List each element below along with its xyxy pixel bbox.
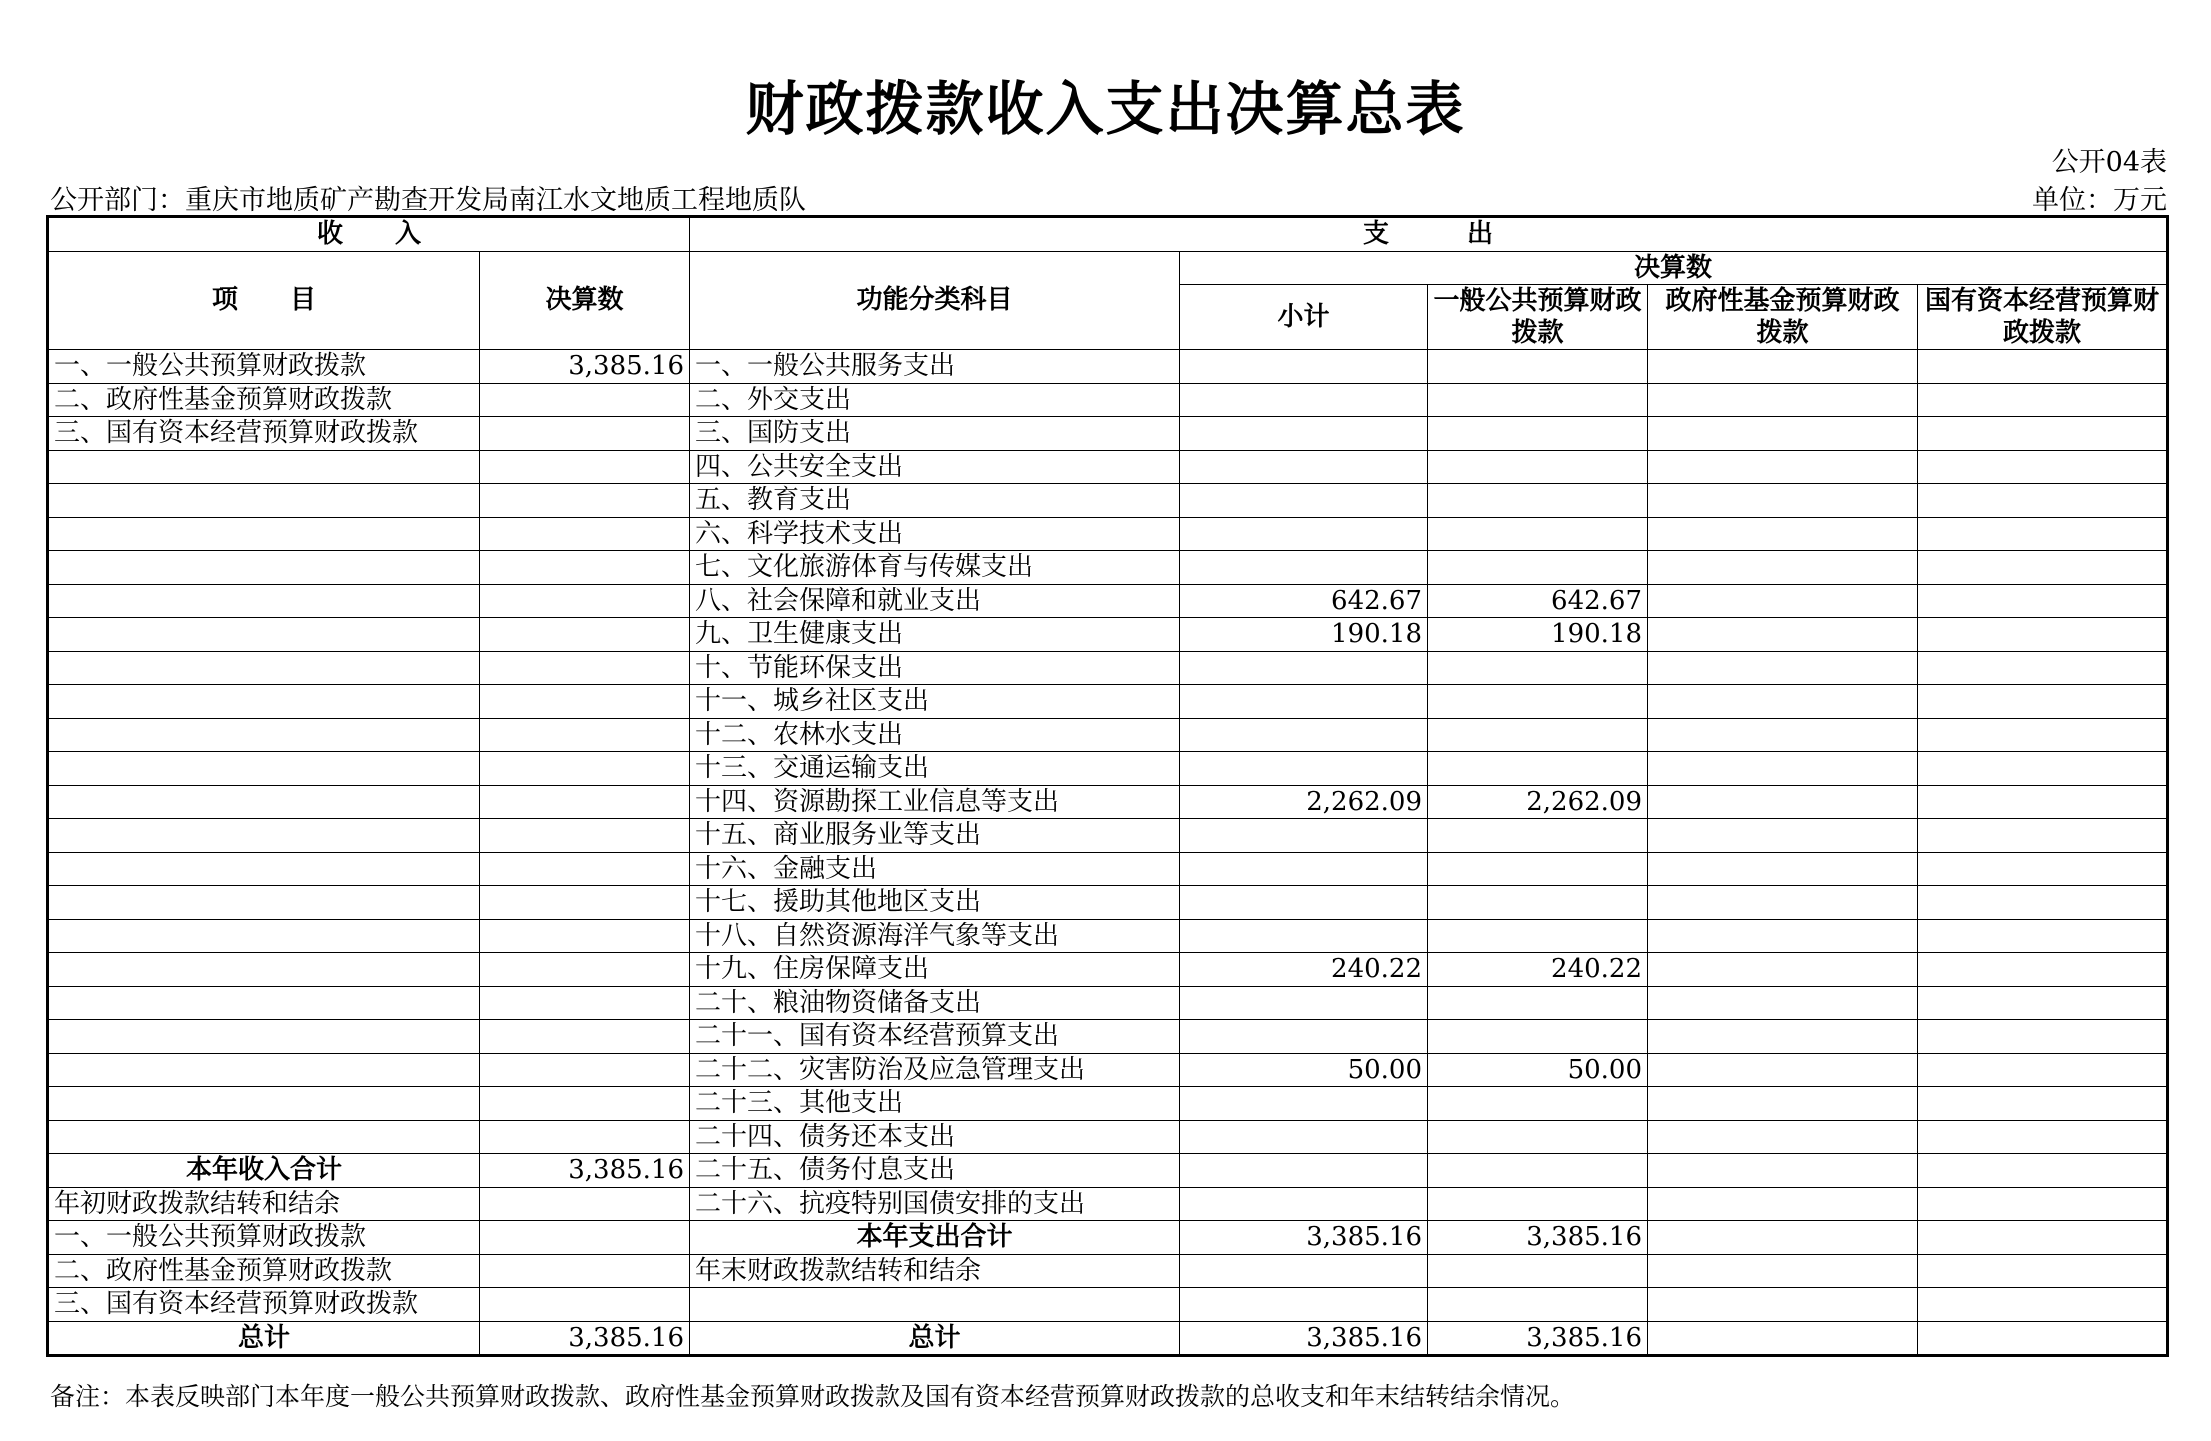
gov-fund-cell (1648, 1120, 1918, 1154)
income-amount (480, 1288, 690, 1322)
state-capital-cell (1918, 1221, 2168, 1255)
state-capital-cell (1918, 1187, 2168, 1221)
income-item (48, 1053, 480, 1087)
subtotal-cell (1180, 517, 1428, 551)
state-capital-cell (1918, 551, 2168, 585)
general-budget-cell (1428, 484, 1648, 518)
gov-fund-cell (1648, 986, 1918, 1020)
income-amount (480, 1087, 690, 1121)
subtotal-cell: 240.22 (1180, 953, 1428, 987)
subtotal-cell: 642.67 (1180, 584, 1428, 618)
subtotal-cell (1180, 986, 1428, 1020)
income-amount (480, 584, 690, 618)
income-item (48, 551, 480, 585)
general-budget-cell: 3,385.16 (1428, 1221, 1648, 1255)
subtotal-cell (1180, 1154, 1428, 1188)
income-item: 总计 (48, 1321, 480, 1356)
expense-header: 支 出 (690, 217, 2168, 252)
income-amount (480, 417, 690, 451)
income-item (48, 752, 480, 786)
income-item: 三、国有资本经营预算财政拨款 (48, 1288, 480, 1322)
general-budget-cell (1428, 1020, 1648, 1054)
income-amount: 3,385.16 (480, 350, 690, 384)
general-budget-cell: 50.00 (1428, 1053, 1648, 1087)
income-item (48, 785, 480, 819)
state-capital-cell (1918, 350, 2168, 384)
subtotal-cell (1180, 752, 1428, 786)
subtotal-cell (1180, 852, 1428, 886)
expense-item: 十四、资源勘探工业信息等支出 (690, 785, 1180, 819)
income-item (48, 1020, 480, 1054)
amount-header: 决算数 (480, 251, 690, 350)
gov-fund-cell (1648, 886, 1918, 920)
unit-label: 单位：万元 (2032, 185, 2167, 216)
income-item (48, 986, 480, 1020)
state-capital-cell (1918, 785, 2168, 819)
gov-fund-cell (1648, 1221, 1918, 1255)
table-row (48, 1187, 2168, 1221)
general-budget-cell (1428, 517, 1648, 551)
item-header: 项 目 (48, 251, 480, 350)
income-item: 本年收入合计 (48, 1154, 480, 1188)
form-number: 公开04表 (2051, 147, 2167, 178)
income-item: 三、国有资本经营预算财政拨款 (48, 417, 480, 451)
income-item (48, 484, 480, 518)
subtotal-cell (1180, 417, 1428, 451)
gov-fund-cell (1648, 1020, 1918, 1054)
state-capital-cell (1918, 450, 2168, 484)
income-item (48, 953, 480, 987)
expense-item: 四、公共安全支出 (690, 450, 1180, 484)
expense-item: 本年支出合计 (690, 1221, 1180, 1255)
general-budget-cell: 190.18 (1428, 618, 1648, 652)
table-row (48, 1053, 2168, 1087)
income-amount (480, 752, 690, 786)
gov-fund-header: 政府性基金预算财政拨款 (1648, 285, 1918, 350)
general-budget-cell (1428, 1187, 1648, 1221)
expense-item: 十六、金融支出 (690, 852, 1180, 886)
gov-fund-cell (1648, 819, 1918, 853)
gov-fund-cell (1648, 450, 1918, 484)
subtotal-cell: 3,385.16 (1180, 1321, 1428, 1356)
state-capital-cell (1918, 1053, 2168, 1087)
income-item (48, 819, 480, 853)
subtotal-cell: 2,262.09 (1180, 785, 1428, 819)
general-budget-cell: 2,262.09 (1428, 785, 1648, 819)
expense-item: 十、节能环保支出 (690, 651, 1180, 685)
expense-item: 十五、商业服务业等支出 (690, 819, 1180, 853)
subtotal-cell (1180, 685, 1428, 719)
subtotal-cell (1180, 350, 1428, 384)
expense-item: 二十三、其他支出 (690, 1087, 1180, 1121)
subtotal-cell (1180, 551, 1428, 585)
gov-fund-cell (1648, 953, 1918, 987)
income-item: 二、政府性基金预算财政拨款 (48, 383, 480, 417)
income-amount (480, 383, 690, 417)
subtotal-cell (1180, 1087, 1428, 1121)
gov-fund-cell (1648, 1321, 1918, 1356)
general-budget-cell (1428, 450, 1648, 484)
state-capital-cell (1918, 484, 2168, 518)
subtotal-cell (1180, 651, 1428, 685)
gov-fund-cell (1648, 383, 1918, 417)
gov-fund-cell (1648, 584, 1918, 618)
general-budget-cell (1428, 886, 1648, 920)
subtotal-cell (1180, 1288, 1428, 1322)
state-capital-cell (1918, 819, 2168, 853)
state-capital-cell (1918, 718, 2168, 752)
state-capital-cell (1918, 752, 2168, 786)
table-row (48, 819, 2168, 853)
gov-fund-cell (1648, 718, 1918, 752)
income-item: 一、一般公共预算财政拨款 (48, 1221, 480, 1255)
income-amount (480, 953, 690, 987)
table-row (48, 1221, 2168, 1255)
income-item (48, 919, 480, 953)
state-capital-cell (1918, 1120, 2168, 1154)
income-amount (480, 986, 690, 1020)
table-row (48, 584, 2168, 618)
general-budget-cell (1428, 1288, 1648, 1322)
general-budget-cell (1428, 718, 1648, 752)
table-row (48, 685, 2168, 719)
state-capital-cell (1918, 953, 2168, 987)
gov-fund-cell (1648, 517, 1918, 551)
expense-item: 一、一般公共服务支出 (690, 350, 1180, 384)
budget-table (46, 215, 2169, 1357)
gov-fund-cell (1648, 551, 1918, 585)
subtotal-header: 小计 (1180, 285, 1428, 350)
subtotal-cell (1180, 1187, 1428, 1221)
state-capital-cell (1918, 1321, 2168, 1356)
general-budget-cell: 3,385.16 (1428, 1321, 1648, 1356)
general-budget-header: 一般公共预算财政拨款 (1428, 285, 1648, 350)
income-item (48, 651, 480, 685)
table-row (48, 1154, 2168, 1188)
income-item (48, 1087, 480, 1121)
state-capital-cell (1918, 1154, 2168, 1188)
table-row (48, 517, 2168, 551)
income-item: 二、政府性基金预算财政拨款 (48, 1254, 480, 1288)
state-capital-cell (1918, 919, 2168, 953)
table-row (48, 1020, 2168, 1054)
general-budget-cell (1428, 350, 1648, 384)
gov-fund-cell (1648, 484, 1918, 518)
income-amount: 3,385.16 (480, 1321, 690, 1356)
expense-item: 二、外交支出 (690, 383, 1180, 417)
state-capital-cell (1918, 383, 2168, 417)
state-capital-cell (1918, 1254, 2168, 1288)
general-budget-cell (1428, 383, 1648, 417)
expense-item: 二十六、抗疫特别国债安排的支出 (690, 1187, 1180, 1221)
state-capital-cell (1918, 651, 2168, 685)
expense-item: 年末财政拨款结转和结余 (690, 1254, 1180, 1288)
income-item (48, 1120, 480, 1154)
general-budget-cell (1428, 1087, 1648, 1121)
subtotal-cell (1180, 919, 1428, 953)
general-budget-cell (1428, 919, 1648, 953)
subtotal-cell: 50.00 (1180, 1053, 1428, 1087)
expense-item: 八、社会保障和就业支出 (690, 584, 1180, 618)
subtotal-cell (1180, 718, 1428, 752)
income-amount (480, 919, 690, 953)
gov-fund-cell (1648, 651, 1918, 685)
expense-item: 十九、住房保障支出 (690, 953, 1180, 987)
income-amount (480, 1120, 690, 1154)
state-capital-cell (1918, 1288, 2168, 1322)
general-budget-cell (1428, 551, 1648, 585)
subtotal-cell: 3,385.16 (1180, 1221, 1428, 1255)
income-amount (480, 1187, 690, 1221)
state-capital-header: 国有资本经营预算财政拨款 (1918, 285, 2168, 350)
income-item: 年初财政拨款结转和结余 (48, 1187, 480, 1221)
gov-fund-cell (1648, 350, 1918, 384)
general-budget-cell: 240.22 (1428, 953, 1648, 987)
income-item (48, 718, 480, 752)
table-row (48, 718, 2168, 752)
income-amount (480, 819, 690, 853)
func-subject-header: 功能分类科目 (690, 251, 1180, 350)
table-row (48, 1254, 2168, 1288)
subtotal-cell (1180, 1254, 1428, 1288)
table-row (48, 383, 2168, 417)
subtotal-cell: 190.18 (1180, 618, 1428, 652)
state-capital-cell (1918, 852, 2168, 886)
state-capital-cell (1918, 618, 2168, 652)
state-capital-cell (1918, 1020, 2168, 1054)
gov-fund-cell (1648, 1288, 1918, 1322)
subtotal-cell (1180, 383, 1428, 417)
state-capital-cell (1918, 886, 2168, 920)
table-row (48, 919, 2168, 953)
general-budget-cell (1428, 1254, 1648, 1288)
table-row (48, 618, 2168, 652)
expense-item: 六、科学技术支出 (690, 517, 1180, 551)
income-amount (480, 551, 690, 585)
table-row (48, 986, 2168, 1020)
subtotal-cell (1180, 450, 1428, 484)
income-item (48, 618, 480, 652)
table-row (48, 1120, 2168, 1154)
income-amount (480, 517, 690, 551)
department-label: 公开部门：重庆市地质矿产勘查开发局南江水文地质工程地质队 (50, 185, 806, 216)
income-amount (480, 1221, 690, 1255)
table-row (48, 953, 2168, 987)
gov-fund-cell (1648, 919, 1918, 953)
expense-item (690, 1288, 1180, 1322)
table-row (48, 1321, 2168, 1356)
gov-fund-cell (1648, 852, 1918, 886)
table-row (48, 651, 2168, 685)
income-item (48, 517, 480, 551)
gov-fund-cell (1648, 1187, 1918, 1221)
general-budget-cell: 642.67 (1428, 584, 1648, 618)
general-budget-cell (1428, 852, 1648, 886)
table-row (48, 785, 2168, 819)
general-budget-cell (1428, 651, 1648, 685)
table-row (48, 551, 2168, 585)
general-budget-cell (1428, 1154, 1648, 1188)
final-amount-header: 决算数 (1180, 251, 2168, 285)
income-item (48, 886, 480, 920)
income-amount (480, 450, 690, 484)
income-amount (480, 852, 690, 886)
gov-fund-cell (1648, 685, 1918, 719)
income-item (48, 450, 480, 484)
table-row (48, 417, 2168, 451)
state-capital-cell (1918, 685, 2168, 719)
state-capital-cell (1918, 517, 2168, 551)
income-amount (480, 785, 690, 819)
state-capital-cell (1918, 1087, 2168, 1121)
income-amount (480, 1254, 690, 1288)
table-row (48, 1087, 2168, 1121)
expense-item: 十二、农林水支出 (690, 718, 1180, 752)
expense-item: 二十四、债务还本支出 (690, 1120, 1180, 1154)
expense-item: 十一、城乡社区支出 (690, 685, 1180, 719)
general-budget-cell (1428, 986, 1648, 1020)
expense-item: 十三、交通运输支出 (690, 752, 1180, 786)
income-amount (480, 1020, 690, 1054)
expense-item: 七、文化旅游体育与传媒支出 (690, 551, 1180, 585)
subtotal-cell (1180, 886, 1428, 920)
gov-fund-cell (1648, 618, 1918, 652)
table-row (48, 350, 2168, 384)
expense-item: 五、教育支出 (690, 484, 1180, 518)
income-item: 一、一般公共预算财政拨款 (48, 350, 480, 384)
expense-item: 二十、粮油物资储备支出 (690, 986, 1180, 1020)
income-item (48, 584, 480, 618)
general-budget-cell (1428, 752, 1648, 786)
table-row (48, 484, 2168, 518)
gov-fund-cell (1648, 1087, 1918, 1121)
income-amount (480, 484, 690, 518)
expense-item: 总计 (690, 1321, 1180, 1356)
general-budget-cell (1428, 685, 1648, 719)
table-row (48, 852, 2168, 886)
table-row (48, 752, 2168, 786)
gov-fund-cell (1648, 785, 1918, 819)
table-row (48, 886, 2168, 920)
table-row (48, 450, 2168, 484)
expense-item: 三、国防支出 (690, 417, 1180, 451)
subtotal-cell (1180, 1120, 1428, 1154)
income-amount (480, 718, 690, 752)
gov-fund-cell (1648, 1254, 1918, 1288)
expense-item: 二十五、债务付息支出 (690, 1154, 1180, 1188)
expense-item: 十七、援助其他地区支出 (690, 886, 1180, 920)
page-title: 财政拨款收入支出决算总表 (745, 75, 1466, 143)
footnote: 备注：本表反映部门本年度一般公共预算财政拨款、政府性基金预算财政拨款及国有资本经营预算财政拨款的总收支和年末结转结余情况。 (50, 1382, 1576, 1411)
income-amount (480, 651, 690, 685)
income-amount (480, 1053, 690, 1087)
income-header: 收 入 (48, 217, 690, 252)
subtotal-cell (1180, 484, 1428, 518)
gov-fund-cell (1648, 417, 1918, 451)
income-item (48, 685, 480, 719)
income-amount (480, 685, 690, 719)
income-amount (480, 618, 690, 652)
expense-item: 十八、自然资源海洋气象等支出 (690, 919, 1180, 953)
table-row (48, 1288, 2168, 1322)
expense-item: 二十二、灾害防治及应急管理支出 (690, 1053, 1180, 1087)
general-budget-cell (1428, 1120, 1648, 1154)
state-capital-cell (1918, 417, 2168, 451)
income-item (48, 852, 480, 886)
income-amount: 3,385.16 (480, 1154, 690, 1188)
gov-fund-cell (1648, 1053, 1918, 1087)
expense-item: 二十一、国有资本经营预算支出 (690, 1020, 1180, 1054)
subtotal-cell (1180, 819, 1428, 853)
gov-fund-cell (1648, 752, 1918, 786)
gov-fund-cell (1648, 1154, 1918, 1188)
general-budget-cell (1428, 819, 1648, 853)
state-capital-cell (1918, 986, 2168, 1020)
expense-item: 九、卫生健康支出 (690, 618, 1180, 652)
subtotal-cell (1180, 1020, 1428, 1054)
income-amount (480, 886, 690, 920)
state-capital-cell (1918, 584, 2168, 618)
general-budget-cell (1428, 417, 1648, 451)
